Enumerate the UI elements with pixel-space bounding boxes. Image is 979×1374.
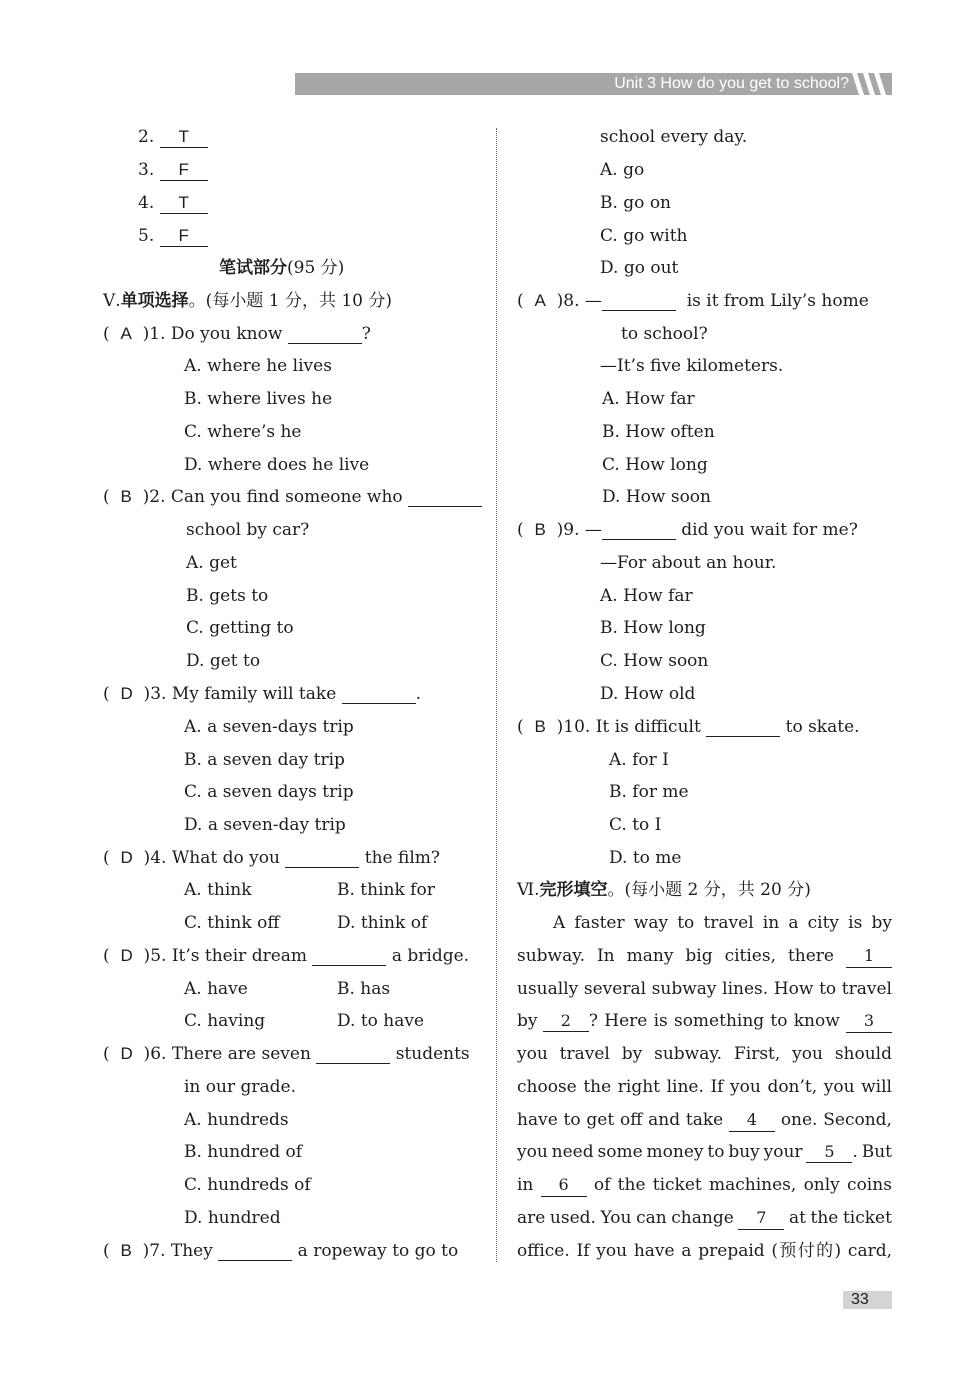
column-divider	[496, 128, 497, 1262]
option: D. think of	[337, 913, 428, 933]
option: C. go with	[600, 226, 688, 246]
option: D. to me	[609, 848, 682, 868]
answer-letter: D	[120, 848, 133, 867]
option: B. think for	[337, 880, 435, 900]
cloze-blank: 1	[846, 946, 892, 968]
question-stem-continued: school by car?	[186, 520, 310, 540]
tf-answer-row	[138, 160, 208, 182]
option: B. How often	[602, 422, 715, 442]
tf-number: 2.	[138, 127, 155, 147]
option: C. think off	[184, 913, 280, 933]
option: D. where does he live	[184, 455, 370, 475]
answer-letter: A	[534, 291, 546, 310]
question-10: ( B )10. It is difficult to skate.	[517, 717, 860, 737]
passage-line: you travel by subway. First, you should	[517, 1044, 892, 1064]
option: C. How soon	[600, 651, 709, 671]
answer-letter: B	[534, 717, 546, 736]
section5-heading: Ⅴ.单项选择。(每小题 1 分，共 10 分)	[103, 291, 393, 311]
question-8: ( A )8. — is it from Lily’s home	[517, 291, 869, 311]
tf-number: 3.	[138, 160, 155, 180]
tf-answer-row	[138, 127, 208, 149]
option: A. a seven-days trip	[184, 717, 354, 737]
option: B. for me	[609, 782, 689, 802]
written-section-heading: 笔试部分(95 分)	[219, 258, 345, 278]
question-stem-continued: —It’s five kilometers.	[600, 356, 784, 376]
option: C. How long	[602, 455, 708, 475]
option: D. How old	[600, 684, 696, 704]
option: C. having	[184, 1011, 266, 1031]
page-number: 33	[851, 1291, 869, 1308]
option: A. think	[184, 880, 252, 900]
option: C. getting to	[186, 618, 294, 638]
passage-line: in 6 of the ticket machines, only coins	[517, 1175, 892, 1195]
option: D. a seven-day trip	[184, 815, 346, 835]
option: A. get	[186, 553, 237, 573]
question-3: ( D )3. My family will take .	[103, 684, 422, 704]
passage-line: you need some money to buy your 5 . But	[517, 1142, 892, 1162]
question-6: ( D )6. There are seven students	[103, 1044, 470, 1064]
cloze-blank: 5	[806, 1142, 852, 1163]
option: A. for I	[609, 750, 669, 770]
question-stem-continued: school every day.	[600, 127, 748, 147]
question-stem-continued: —For about an hour.	[600, 553, 777, 573]
option: A. go	[600, 160, 645, 180]
option: B. gets to	[186, 586, 269, 606]
passage-line: office. If you have a prepaid (预付的) card,	[517, 1241, 892, 1261]
option: C. hundreds of	[184, 1175, 311, 1195]
question-5: ( D )5. It’s their dream a bridge.	[103, 946, 470, 966]
question-stem-continued: to school?	[621, 324, 708, 344]
option: A. How far	[600, 586, 693, 606]
option: C. a seven days trip	[184, 782, 354, 802]
option: A. have	[184, 979, 248, 999]
tf-answer: F	[160, 160, 208, 181]
option: B. How long	[600, 618, 706, 638]
passage-line: choose the right line. If you don’t, you will	[517, 1077, 892, 1097]
passage-line: usually several subway lines. How to travel	[517, 979, 892, 999]
cloze-blank: 3	[846, 1011, 892, 1033]
unit-title: Unit 3 How do you get to school?	[614, 75, 849, 92]
option: D. hundred	[184, 1208, 281, 1228]
question-4: ( D )4. What do you the film?	[103, 848, 441, 868]
cloze-blank: 2	[543, 1011, 589, 1032]
answer-letter: B	[120, 1241, 132, 1260]
passage-line: have to get off and take 4 one. Second,	[517, 1110, 892, 1130]
option: A. How far	[602, 389, 695, 409]
tf-number: 5.	[138, 226, 155, 246]
option: D. How soon	[602, 487, 711, 507]
tf-answer-row	[138, 226, 208, 248]
option: B. hundred of	[184, 1142, 303, 1162]
cloze-blank: 6	[541, 1175, 587, 1197]
option: D. to have	[337, 1011, 425, 1031]
answer-letter: D	[120, 946, 133, 965]
question-9: ( B )9. — did you wait for me?	[517, 520, 858, 540]
tf-number: 4.	[138, 193, 155, 213]
answer-letter: B	[120, 487, 132, 506]
passage-line: are used. You can change 7 at the ticket	[517, 1208, 892, 1228]
cloze-blank: 7	[738, 1208, 784, 1230]
question-stem-continued: in our grade.	[184, 1077, 296, 1097]
option: B. has	[337, 979, 391, 999]
option: B. where lives he	[184, 389, 333, 409]
option: C. to I	[609, 815, 662, 835]
passage-line: by 2 ? Here is something to know 3	[517, 1011, 892, 1033]
cloze-blank: 4	[729, 1110, 775, 1132]
option: A. where he lives	[184, 356, 332, 376]
answer-letter: D	[120, 684, 133, 703]
passage-line: subway. In many big cities, there 1	[517, 946, 892, 968]
tf-answer: F	[160, 226, 208, 247]
tf-answer: T	[160, 127, 208, 148]
option: D. go out	[600, 258, 679, 278]
answer-letter: B	[534, 520, 546, 539]
header-stripes-decoration	[850, 73, 892, 95]
option: C. where’s he	[184, 422, 302, 442]
question-7: ( B )7. They a ropeway to go to	[103, 1241, 459, 1261]
question-2: ( B )2. Can you find someone who	[103, 487, 482, 509]
section6-heading: Ⅵ.完形填空。(每小题 2 分，共 20 分)	[517, 880, 811, 900]
option: A. hundreds	[184, 1110, 289, 1130]
option: D. get to	[186, 651, 261, 671]
tf-answer: T	[160, 193, 208, 214]
answer-letter: A	[120, 324, 132, 343]
option: B. go on	[600, 193, 672, 213]
passage-line: A faster way to travel in a city is by	[553, 913, 892, 933]
option: B. a seven day trip	[184, 750, 345, 770]
answer-letter: D	[120, 1044, 133, 1063]
question-1: ( A )1. Do you know ?	[103, 324, 371, 344]
tf-answer-row	[138, 193, 208, 215]
